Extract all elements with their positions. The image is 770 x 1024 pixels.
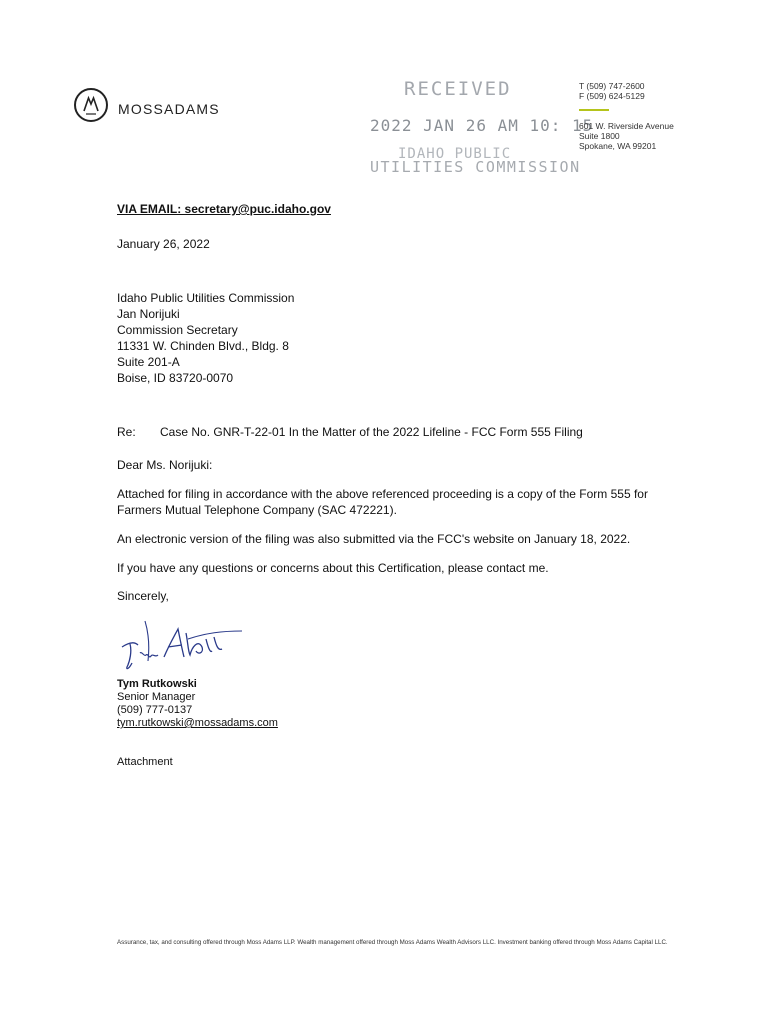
mossadams-logo-icon: [74, 88, 108, 122]
recipient-address: [117, 290, 294, 386]
footer-disclaimer: Assurance, tax, and consulting offered through Moss Adams LLP. Wealth management offered through Moss Adams Wealth Advisors LLC. Investment banking offered through Moss Adams Capital LLC.: [117, 939, 668, 946]
re-label: Re:: [117, 425, 136, 439]
recipient-line: Commission Secretary: [117, 323, 238, 337]
recipient-line: Boise, ID 83720-0070: [117, 371, 234, 385]
via-email-line[interactable]: VIA EMAIL: secretary@puc.idaho.gov: [117, 202, 331, 216]
re-subject: Case No. GNR-T-22-01 In the Matter of the 2022 Lifeline - FCC Form 555 Filing: [160, 425, 583, 439]
signer-phone: (509) 777-0137: [117, 704, 193, 716]
fax-number: F (509) 624-5129: [579, 91, 645, 101]
body-paragraph-1: Attached for filing in accordance with the above referenced proceeding is a copy of the Form 555 for Farmers Mutual Telephone Company (SAC 472221).: [117, 487, 648, 517]
recipient-line: Jan Norijuki: [117, 307, 180, 321]
closing: Sincerely,: [117, 589, 169, 603]
body-paragraph-2: An electronic version of the filing was also submitted via the FCC's website on January 18, 2022.: [117, 532, 631, 546]
signer-name: Tym Rutkowski: [117, 678, 197, 690]
letter-date: January 26, 2022: [117, 237, 210, 251]
phone-number: T (509) 747-2600: [579, 81, 645, 91]
signer-title: Senior Manager: [117, 691, 196, 703]
received-stamp-line1: IDAHO PUBLIC: [398, 146, 512, 162]
office-address: [579, 121, 674, 151]
recipient-line: Suite 201-A: [117, 355, 180, 369]
attachment-label: Attachment: [117, 756, 173, 768]
company-logo-text: MOSSADAMS: [118, 101, 220, 117]
received-stamp-line2: UTILITIES COMMISSION: [370, 158, 581, 176]
signer-email-link[interactable]: tym.rutkowski@mossadams.com: [117, 717, 278, 729]
recipient-line: 11331 W. Chinden Blvd., Bldg. 8: [117, 339, 289, 353]
accent-divider: [579, 109, 609, 111]
contact-numbers: [579, 81, 645, 101]
signer-block: [117, 678, 278, 730]
body-paragraph-3: If you have any questions or concerns about this Certification, please contact me.: [117, 561, 549, 575]
received-stamp-title: RECEIVED: [404, 78, 512, 100]
office-address-line: Spokane, WA 99201: [579, 141, 657, 151]
salutation: Dear Ms. Norijuki:: [117, 458, 213, 472]
handwritten-signature: [118, 617, 248, 680]
office-address-line: 601 W. Riverside Avenue: [579, 121, 674, 131]
office-address-line: Suite 1800: [579, 131, 620, 141]
recipient-line: Idaho Public Utilities Commission: [117, 291, 295, 305]
received-stamp-date: 2022 JAN 26 AM 10: 15: [370, 116, 594, 135]
